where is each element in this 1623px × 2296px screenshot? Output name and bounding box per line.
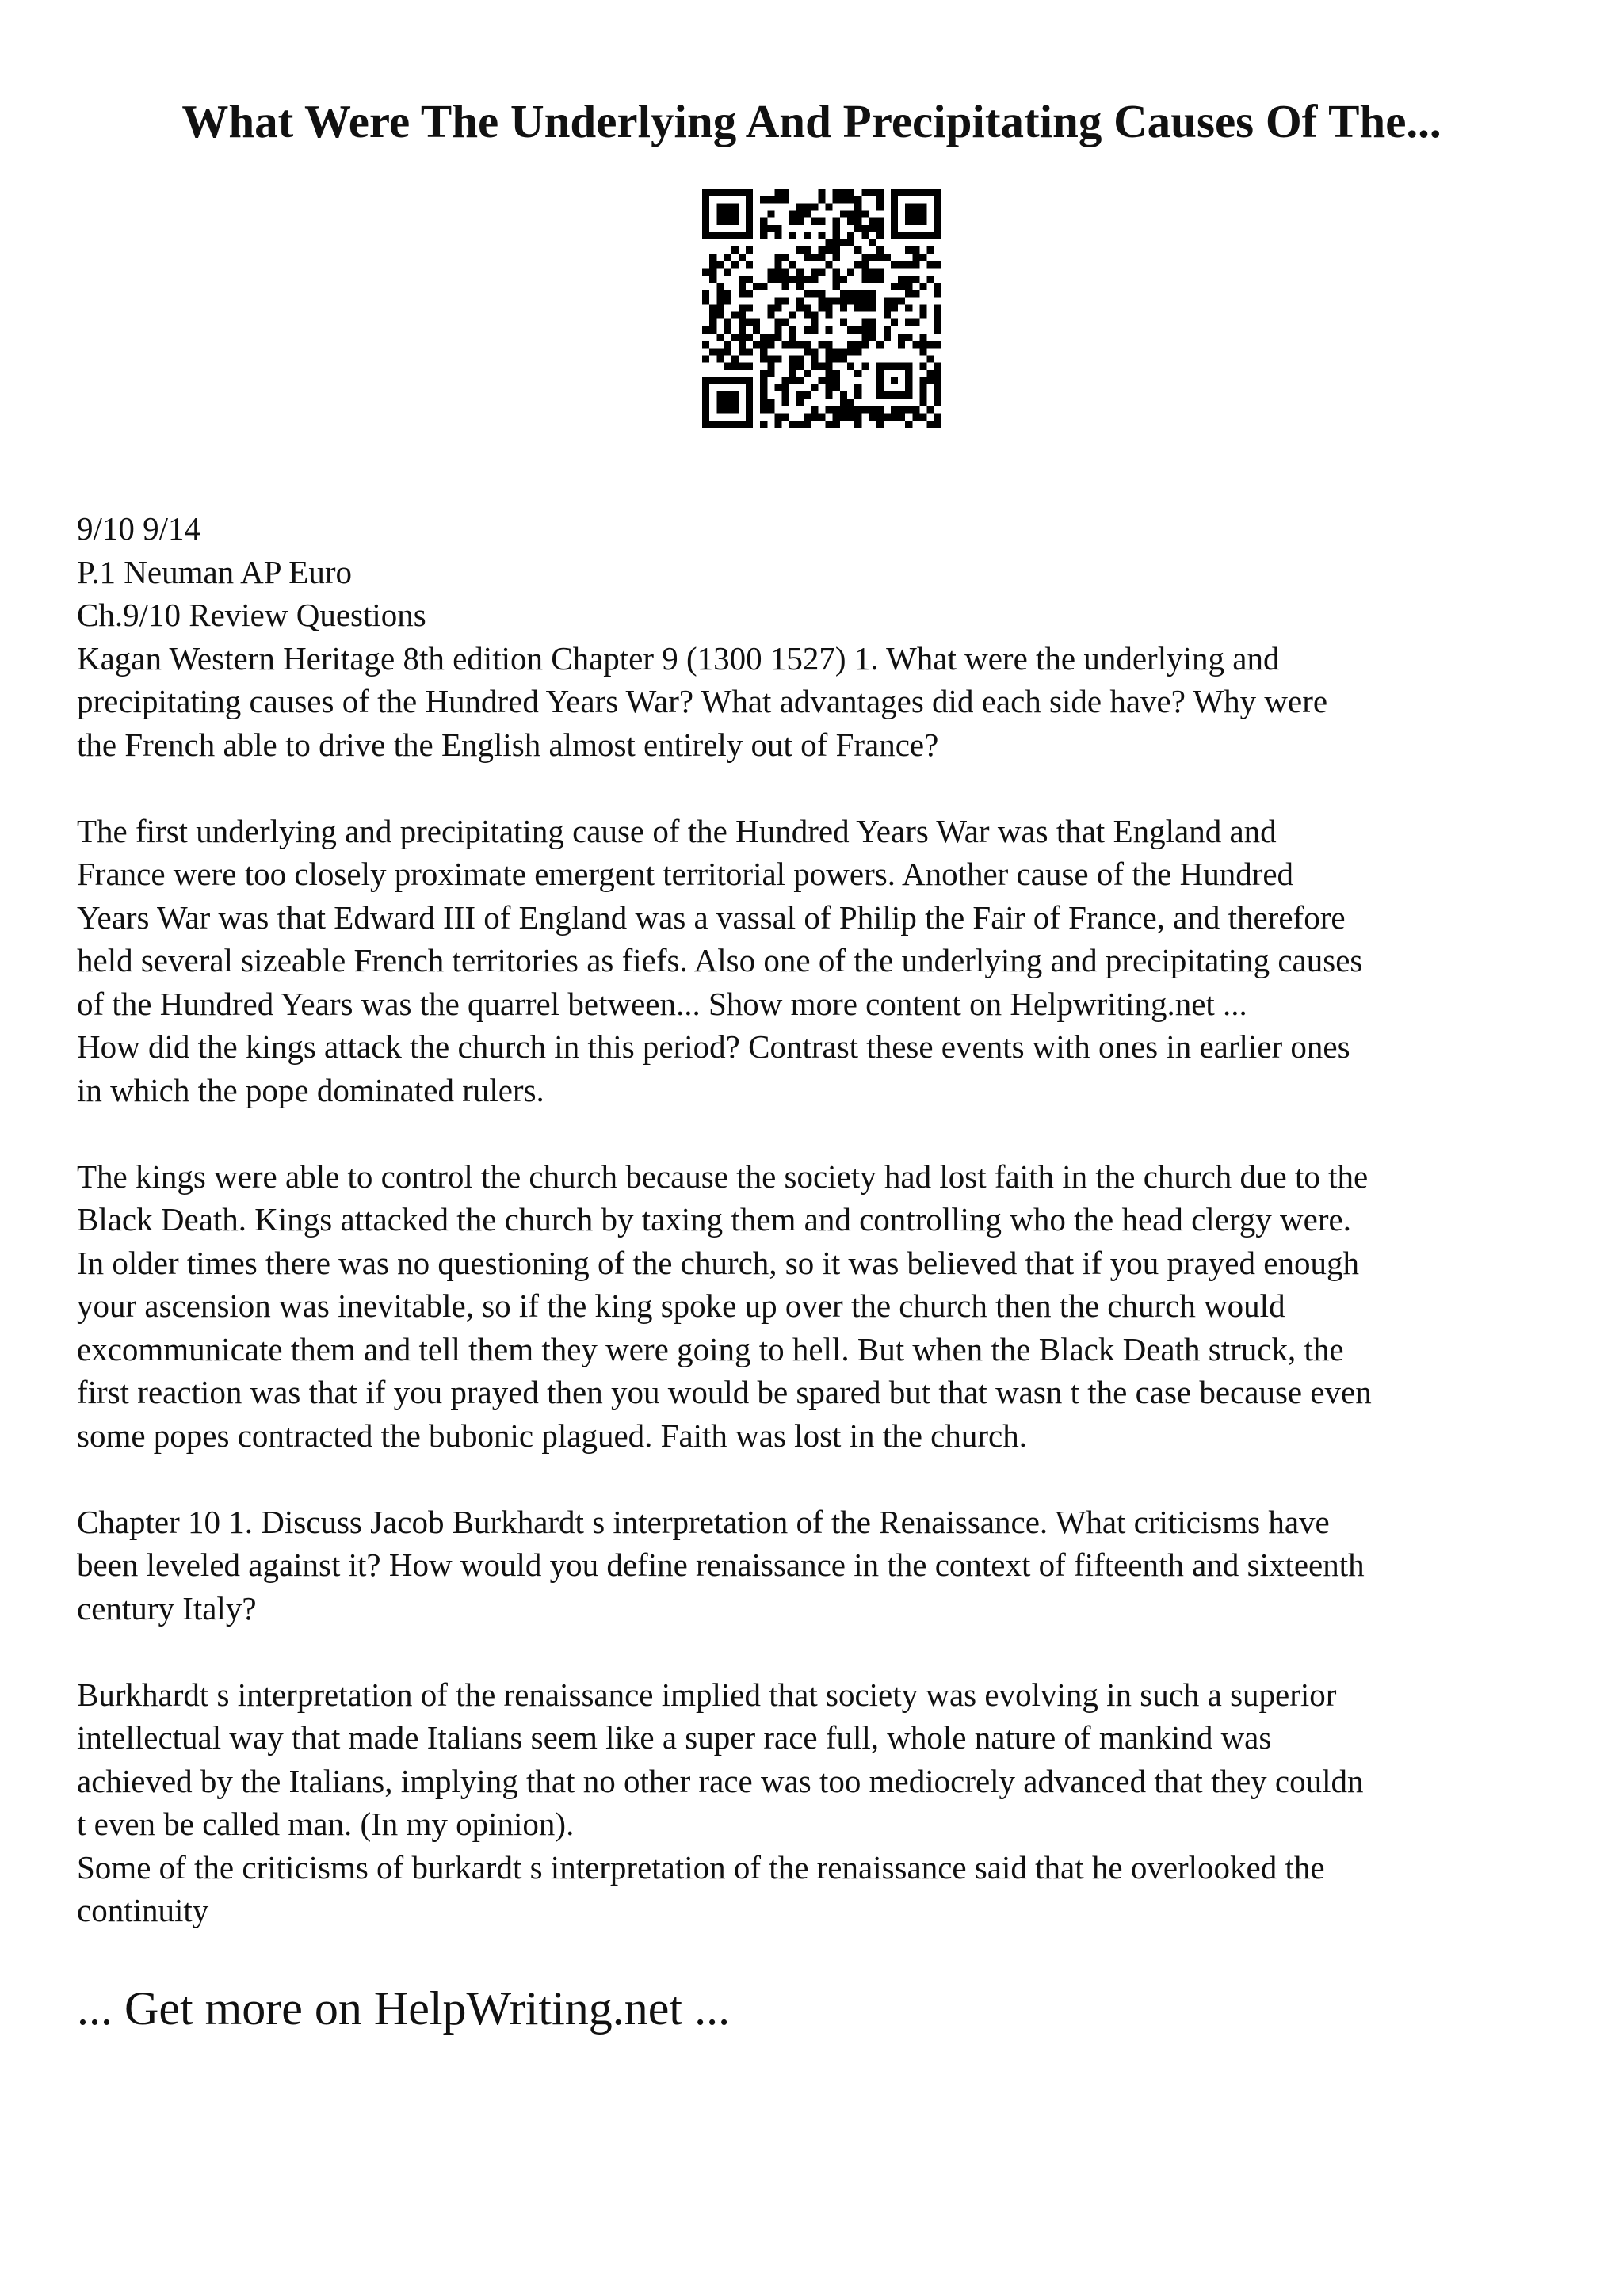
text-line: How did the kings attack the church in this period? Contrast these events with ones in earlier ones (77, 1028, 1350, 1065)
class-line: P.1 Neuman AP Euro (77, 553, 352, 590)
text-line: France were too closely proximate emergent territorial powers. Another cause of the Hundred (77, 856, 1294, 892)
text-line: continuity (77, 1892, 209, 1928)
text-line: century Italy? (77, 1589, 257, 1627)
text-line: Kagan Western Heritage 8th edition Chapter 9 (1300 1527) 1. What were the underlying and (77, 639, 1280, 677)
text-fragment: of the Hundred Years was the quarrel between (77, 985, 676, 1022)
answer-1 (77, 810, 1567, 1026)
assignment-line: Ch.9/10 Review Questions (77, 597, 426, 633)
text-line: t even be called man. (In my opinion). (77, 1806, 575, 1842)
text-line: precipitating causes of the Hundred Years War? What advantages did each side have? Why were (77, 683, 1328, 719)
get-more-link[interactable]: ... Get more on HelpWriting.net ... (77, 1982, 731, 2035)
text-line: Some of the criticisms of burkardt s interpretation of the renaissance said that he overlooked the (77, 1848, 1325, 1886)
page-title: What Were The Underlying And Precipitating Causes Of The... (181, 95, 1442, 147)
text-line (77, 982, 1567, 1026)
text-line: In older times there was no questioning of the church, so it was believed that if you prayed enough (77, 1244, 1359, 1281)
text-line: Years War was that Edward III of England was a vassal of Philip the Fair of France, and therefore (77, 898, 1346, 936)
text-line: the French able to drive the English almost entirely out of France? (77, 726, 939, 763)
header-block (77, 507, 1567, 637)
question-1 (77, 637, 1567, 767)
text-line: first reaction was that if you prayed then you would be spared but that wasn t the case because even (77, 1374, 1372, 1410)
question-2 (77, 1025, 1567, 1112)
text-line: in which the pope dominated rulers. (77, 1071, 544, 1108)
text-line: Black Death. Kings attacked the church by taxing them and controlling who the head clergy were. (77, 1201, 1351, 1238)
text-line: held several sizeable French territories as fiefs. Also one of the underlying and precipitating causes (77, 942, 1363, 978)
answer-2 (77, 1155, 1567, 1458)
text-line: achieved by the Italians, implying that no other race was too mediocrely advanced that they couldn (77, 1762, 1364, 1799)
date-line: 9/10 9/14 (77, 510, 201, 547)
text-line: Burkhardt s interpretation of the renaissance implied that society was evolving in such a superior (77, 1676, 1337, 1713)
text-line: your ascension was inevitable, so if the king spoke up over the church then the church would (77, 1287, 1285, 1324)
text-line: intellectual way that made Italians seem like a super race full, whole nature of mankind was (77, 1719, 1272, 1756)
document-body (77, 507, 1567, 1932)
text-line: been leveled against it? How would you define renaissance in the context of fifteenth and sixteenth (77, 1547, 1365, 1583)
text-line: The first underlying and precipitating cause of the Hundred Years War was that England and (77, 812, 1277, 849)
text-line: some popes contracted the bubonic plagued. Faith was lost in the church. (77, 1417, 1027, 1454)
question-3 (77, 1501, 1567, 1630)
text-line: Chapter 10 1. Discuss Jacob Burkhardt s interpretation of the Renaissance. What criticisms have (77, 1503, 1330, 1540)
qr-code-icon (702, 189, 941, 428)
text-line: excommunicate them and tell them they were going to hell. But when the Black Death struck, the (77, 1330, 1344, 1367)
answer-3 (77, 1673, 1567, 1932)
text-line: The kings were able to control the church because the society had lost faith in the church due to the (77, 1158, 1369, 1195)
show-more-link[interactable]: ... Show more content on Helpwriting.net ... (675, 985, 1247, 1022)
